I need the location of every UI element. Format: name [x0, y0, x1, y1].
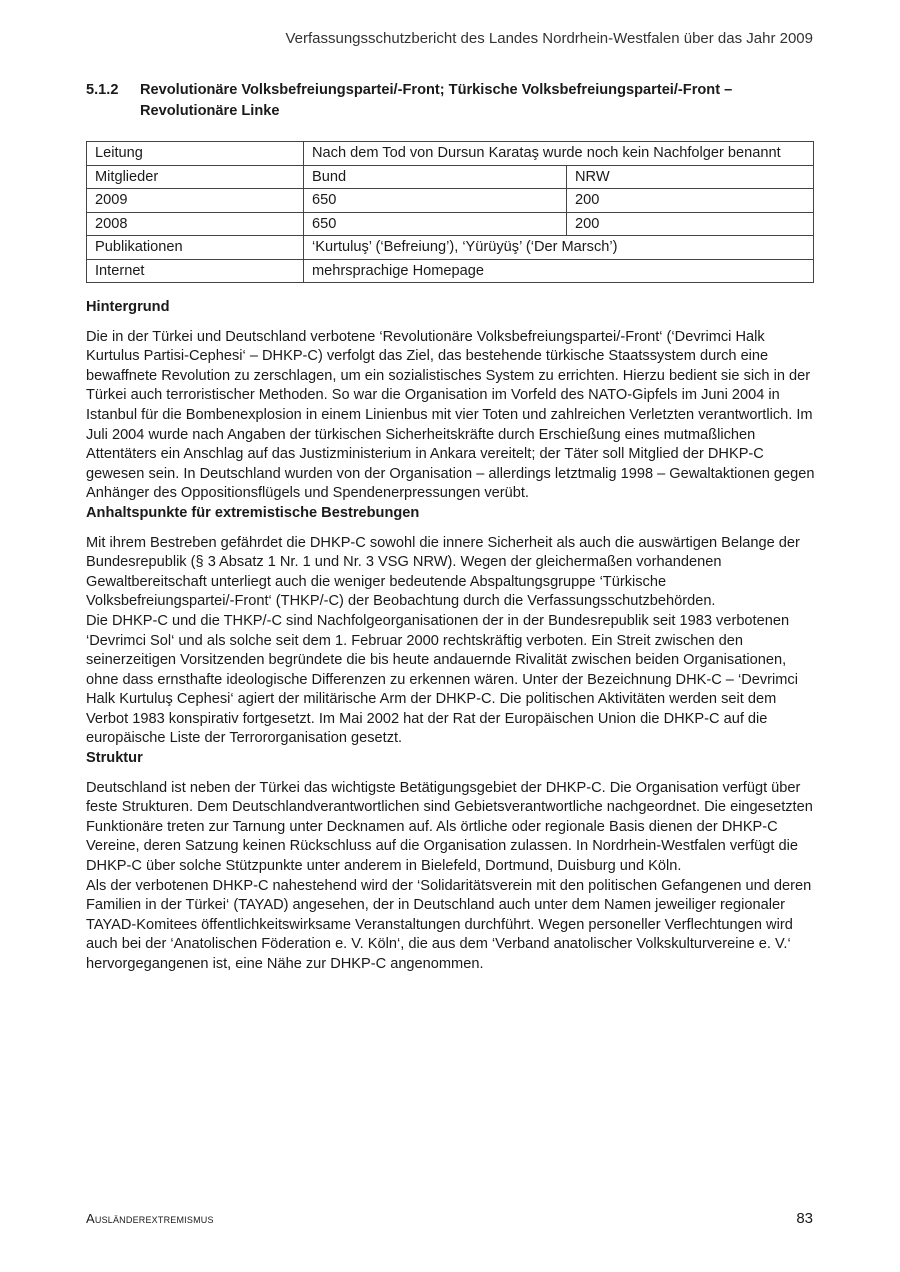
table-cell: Nach dem Tod von Dursun Karataş wurde noch kein Nachfolger benannt [304, 142, 814, 166]
footer-chapter: Ausländerextremismus [86, 1211, 214, 1226]
table-cell: ‘Kurtuluş’ (‘Befreiung’), ‘Yürüyüş’ (‘Der Marsch’) [304, 236, 814, 260]
table-cell: Leitung [87, 142, 304, 166]
table-cell: 200 [567, 189, 814, 213]
heading-hintergrund: Hintergrund [86, 299, 170, 315]
page-number: 83 [796, 1210, 813, 1227]
paragraph: Deutschland ist neben der Türkei das wichtigste Betätigungsgebiet der DHKP-C. Die Organisation verfügt über feste Strukturen. Dem Deutschlandverantwortlichen sind Gebietsverantwortliche nachgeordnet. Die eingesetzten Funktionäre treten zur Tarnung unter Decknamen auf. Als örtliche oder regionale Basis dienen der DHKP-C Vereine, deren Satzung keinen Rückschluss auf die Organisation zulassen. In Nordrhein-Westfalen verfügt die DHKP-C über solche Stützpunkte unter anderem in Bielefeld, Dortmund, Duisburg und Köln. [86, 779, 813, 875]
table-cell: NRW [567, 165, 814, 189]
table-cell: 650 [304, 189, 567, 213]
section-number: 5.1.2 [86, 82, 119, 98]
running-header: Verfassungsschutzbericht des Landes Nordrhein-Westfalen über das Jahr 2009 [285, 30, 813, 47]
table-cell: mehrsprachige Homepage [304, 259, 814, 283]
heading-struktur: Struktur [86, 750, 143, 767]
paragraph: Als der verbotenen DHKP-C nahestehend wird der ‘Solidaritätsverein mit den politischen Gefangenen und deren Familien in der Türkei‘ (TAYAD) angesehen, der in Deutschland auch unter dem Namen jeweiliger regionaler TAYAD-Komitees öffentlichkeitswirksame Veranstaltungen durchführt. Wegen personeller Verflechtungen wird auch bei der ‘Anatolischen Föderation e. V. Köln‘, die aus dem ‘Verband anatolischer Volkskulturvereine e. V.‘ hervorgegangenen ist, eine Nähe zur DHKP-C angenommen. [86, 877, 812, 972]
heading-anhaltspunkte: Anhaltspunkte für extremistische Bestrebungen [86, 504, 420, 521]
table-row [87, 236, 814, 260]
table-cell: 2008 [87, 212, 304, 236]
table-row [87, 142, 814, 166]
table-cell: Mitglieder [87, 165, 304, 189]
table-cell: 2009 [87, 189, 304, 213]
paragraph: Die in der Türkei und Deutschland verbotene ‘Revolutionäre Volksbefreiungspartei/-Front‘ (‘Devrimci Halk Kurtulus Partisi-Cephesi‘ – DHKP-C) verfolgt das Ziel, das bestehende türkische Staatssystem durch eine bewaffnete Revolution zu zerschlagen, um ein sozialistisches System zu errichten. Hierzu bedient sie sich in der Türkei auch terroristischer Methoden. So war die Organisation im Vorfeld des NATO-Gipfels im Juni 2004 in Istanbul für die Bombenexplosion in einem Linienbus mit vier Toten und zahlreichen Verletzten verantwortlich. Im Juli 2004 wurde nach Angaben der türkischen Sicherheitskräfte durch Erschießung eines mutmaßlichen Attentäters ein Anschlag auf das Justizministerium in Ankara vereitelt; der Täter soll Mitglied der DHKP-C gewesen sein. In Deutschland wurden von der Organisation – allerdings letztmalig 1998 – Gewaltaktionen gegen Anhänger des Oppositionsflügels und Spendenerpressungen verübt. [86, 328, 815, 502]
table-cell: Publikationen [87, 236, 304, 260]
table-cell: 650 [304, 212, 567, 236]
main-content [86, 298, 816, 975]
paragraph: Die DHKP-C und die THKP/-C sind Nachfolgeorganisationen der in der Bundesrepublik seit 1983 verbotenen ‘Devrimci Sol‘ und als solche seit dem 1. Februar 2000 rechtskräftig verboten. Ein Streit zwischen den seinerzeitigen Vorsitzenden begründete die bis heute andauernde Rivalität zwischen beiden Organisationen, ohne dass ernsthafte ideologische Differenzen zu erkennen wären. Unter der Bezeichnung DHK-C – ‘Devrimci Halk Kurtuluş Cephesi‘ agiert der militärische Arm der DHKP-C. Die politischen Aktivitäten werden seit dem Verbot 1983 konspirativ fortgesetzt. Im Mai 2002 hat der Rat der Europäischen Union die DHKP-C auf die europäische Liste der Terrororganisation gesetzt. [86, 612, 798, 747]
section-title: Revolutionäre Volksbefreiungspartei/-Front; Türkische Volksbefreiungspartei/-Front – Revolutionäre Linke [140, 82, 733, 119]
section-heading [86, 80, 816, 122]
paragraph: Mit ihrem Bestreben gefährdet die DHKP-C sowohl die innere Sicherheit als auch die auswärtigen Belange der Bundesrepublik (§ 3 Absatz 1 Nr. 1 und Nr. 3 VSG NRW). Wegen der gleichermaßen vorhandenen Gewaltbereitschaft unterliegt auch die weniger bedeutende Abspaltungsgruppe ‘Türkische Volksbefreiungspartei/-Front‘ (THKP/-C) der Beobachtung durch die Verfassungsschutzbehörden. [86, 534, 800, 610]
table-row [87, 259, 814, 283]
table-cell: 200 [567, 212, 814, 236]
facts-table [86, 141, 814, 283]
table-row [87, 189, 814, 213]
table-cell: Internet [87, 259, 304, 283]
table-cell: Bund [304, 165, 567, 189]
table-row [87, 212, 814, 236]
table-row [87, 165, 814, 189]
